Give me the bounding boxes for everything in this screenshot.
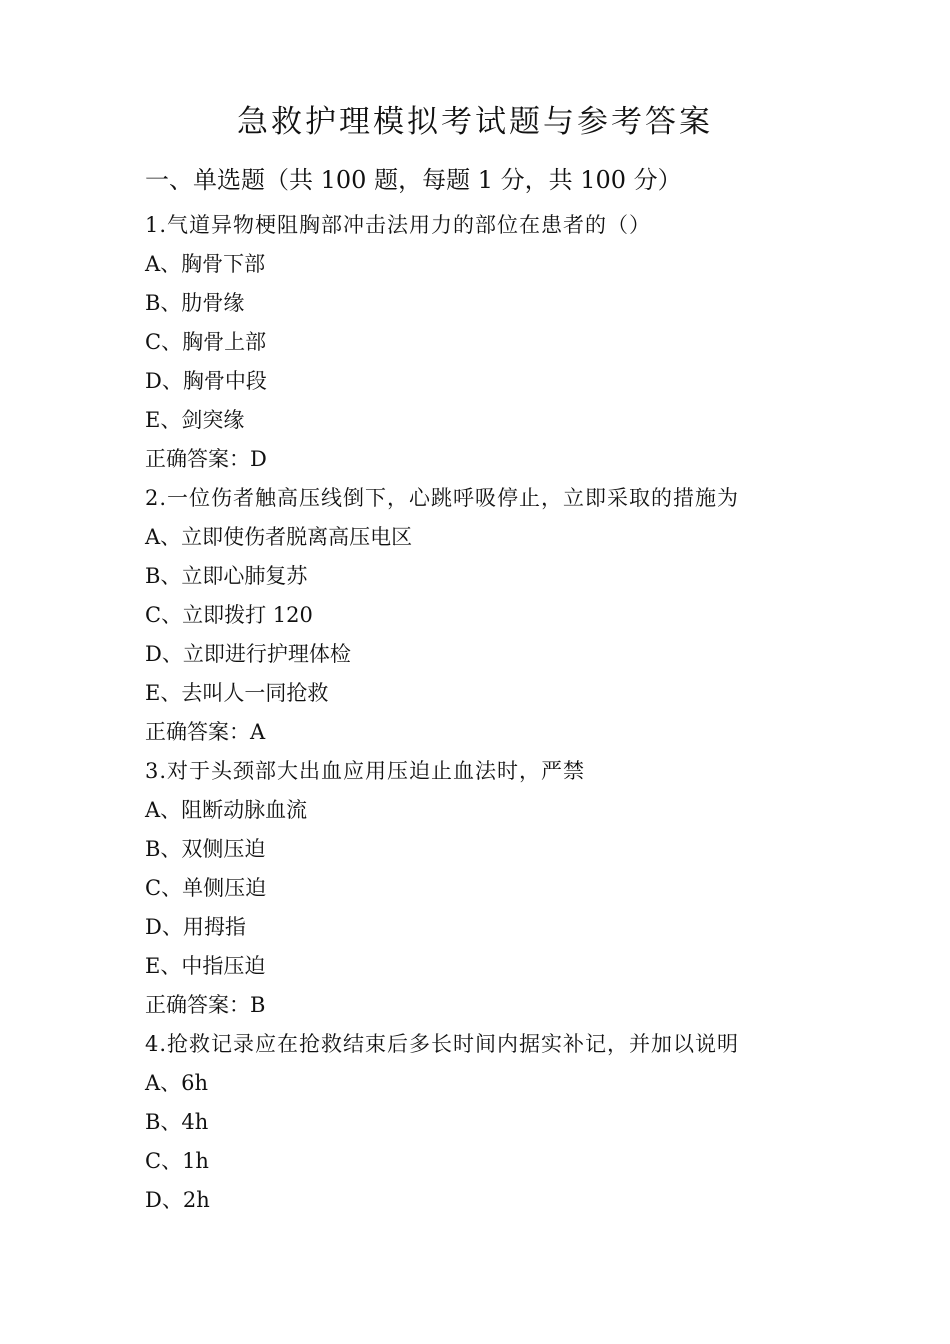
- option-b: B、双侧压迫: [145, 837, 266, 861]
- option-d: D、2h: [145, 1188, 210, 1212]
- option-e: E、去叫人一同抢救: [145, 681, 329, 705]
- question-stem: 2.一位伤者触高压线倒下，心跳呼吸停止，立即采取的措施为: [145, 486, 740, 510]
- option-b: B、肋骨缘: [145, 291, 245, 315]
- option-c: C、1h: [145, 1149, 209, 1173]
- option-c: C、立即拨打 120: [145, 603, 313, 627]
- option-c: C、单侧压迫: [145, 876, 267, 900]
- option-b: B、4h: [145, 1110, 209, 1134]
- option-d: D、用拇指: [145, 915, 246, 939]
- option-d: D、立即进行护理体检: [145, 642, 351, 666]
- option-a: A、立即使伤者脱离高压电区: [145, 525, 413, 549]
- section-heading: 一、单选题（共 100 题，每题 1 分，共 100 分）: [145, 166, 682, 194]
- question-stem: 3.对于头颈部大出血应用压迫止血法时，严禁: [145, 759, 586, 783]
- correct-answer: 正确答案：A: [145, 720, 266, 744]
- option-c: C、胸骨上部: [145, 330, 267, 354]
- correct-answer: 正确答案：D: [145, 447, 267, 471]
- document-title: 急救护理模拟考试题与参考答案: [237, 104, 713, 140]
- option-e: E、中指压迫: [145, 954, 266, 978]
- question-list: [145, 206, 905, 1220]
- option-a: A、6h: [145, 1071, 209, 1095]
- option-a: A、阻断动脉血流: [145, 798, 308, 822]
- option-a: A、胸骨下部: [145, 252, 266, 276]
- correct-answer: 正确答案：B: [145, 993, 266, 1017]
- question-stem: 1.气道异物梗阻胸部冲击法用力的部位在患者的（）: [145, 213, 652, 237]
- option-d: D、胸骨中段: [145, 369, 267, 393]
- option-e: E、剑突缘: [145, 408, 245, 432]
- option-b: B、立即心肺复苏: [145, 564, 308, 588]
- question-stem: 4.抢救记录应在抢救结束后多长时间内据实补记，并加以说明: [145, 1032, 740, 1056]
